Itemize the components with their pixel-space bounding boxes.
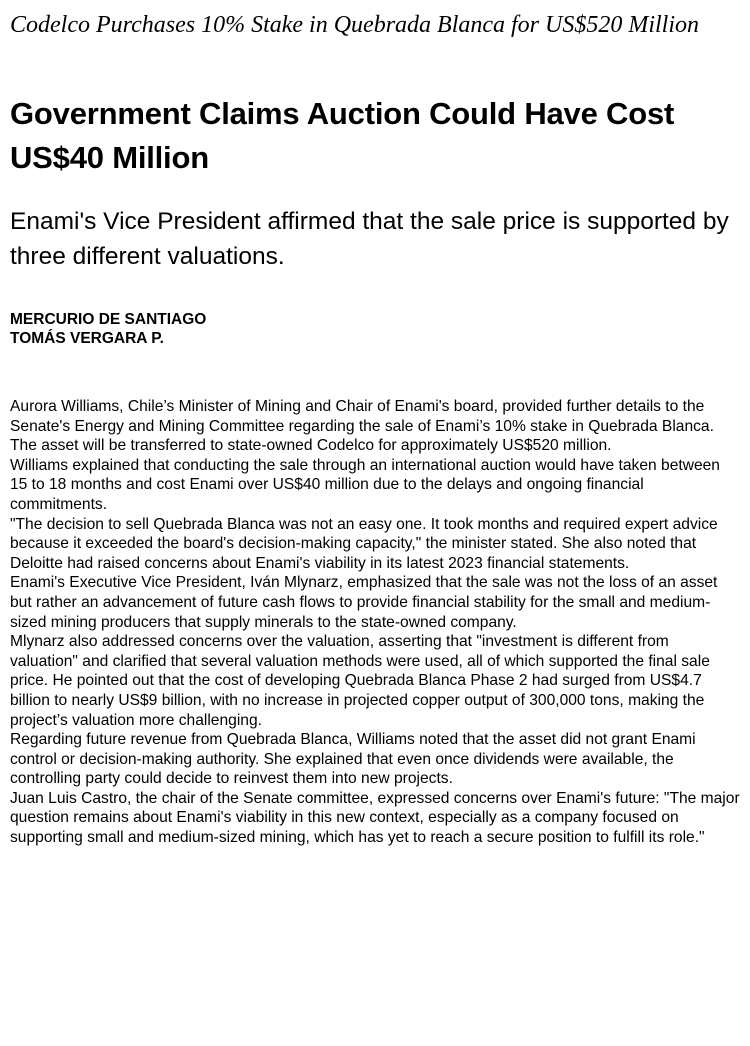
article-body <box>10 397 740 848</box>
body-paragraph: "The decision to sell Quebrada Blanca was not an easy one. It took months and required expert advice because it exceeded the board's decision-making capacity," the minister stated. She also noted that Deloitte had raised concerns about Enami's viability in its latest 2023 financial statements. <box>10 515 718 572</box>
article-subheadline: Enami's Vice President affirmed that the sale price is supported by three different valuations. <box>10 208 729 270</box>
byline-source: MERCURIO DE SANTIAGO <box>10 311 207 328</box>
body-paragraph: Aurora Williams, Chile’s Minister of Mining and Chair of Enami's board, provided further details to the Senate's Energy and Mining Committee regarding the sale of Enami’s 10% stake in Quebrada Blanca. The asset will be transferred to state-owned Codelco for approximately US$520 million. <box>10 398 714 455</box>
article-kicker: Codelco Purchases 10% Stake in Quebrada Blanca for US$520 Million <box>10 12 700 38</box>
body-paragraph: Williams explained that conducting the sale through an international auction would have taken between 15 to 18 months and cost Enami over US$40 million due to the delays and ongoing financial commitments. <box>10 456 720 513</box>
article-headline: Government Claims Auction Could Have Cost US$40 Million <box>10 96 675 175</box>
byline <box>10 310 206 348</box>
body-paragraph: Juan Luis Castro, the chair of the Senate committee, expressed concerns over Enami's future: "The major question remains about Enami's viability in this new context, especially as a company focused on supporting small and medium-sized mining, which has yet to reach a secure position to fulfill its role." <box>10 789 740 847</box>
body-paragraph: Enami's Executive Vice President, Iván Mlynarz, emphasized that the sale was not the loss of an asset but rather an advancement of future cash flows to provide financial stability for the small and medium-sized mining producers that supply minerals to the state-owned company. <box>10 574 718 631</box>
byline-author: TOMÁS VERGARA P. <box>10 330 164 347</box>
body-paragraph: Regarding future revenue from Quebrada Blanca, Williams noted that the asset did not grant Enami control or decision-making authority. She explained that even once dividends were available, the controlling party could decide to reinvest them into new projects. <box>10 731 696 788</box>
body-paragraph: Mlynarz also addressed concerns over the valuation, asserting that "investment is different from valuation" and clarified that several valuation methods were used, all of which supported the final sale price. He pointed out that the cost of developing Quebrada Blanca Phase 2 had surged from US$4.7 billion to nearly US$9 billion, with no increase in projected copper output of 300,000 tons, making the project’s valuation more challenging. <box>10 633 710 729</box>
